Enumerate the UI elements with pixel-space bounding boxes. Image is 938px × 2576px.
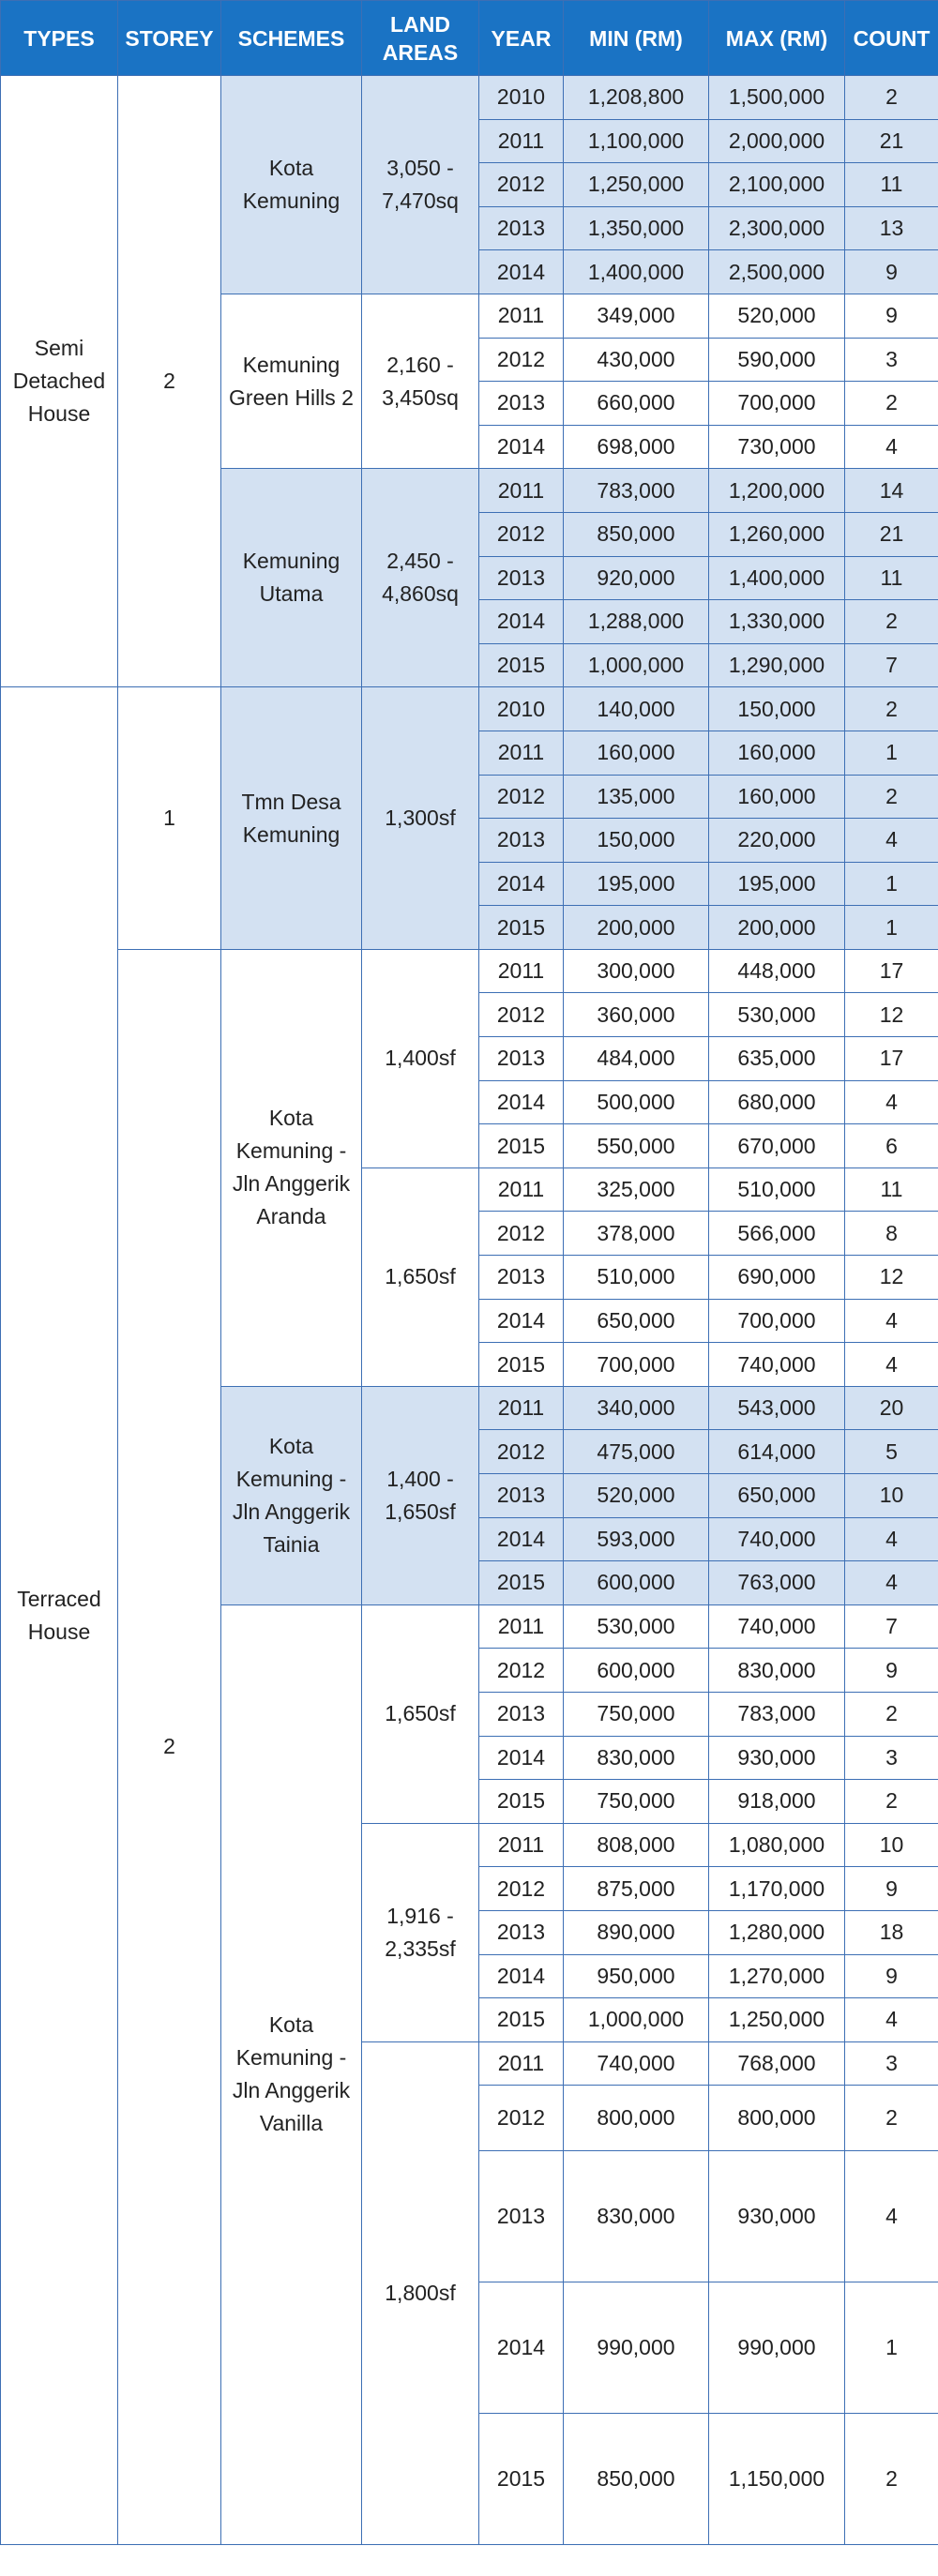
min-price-cell: 340,000 [564,1386,709,1430]
max-price-cell: 566,000 [709,1212,845,1256]
max-price-cell: 670,000 [709,1124,845,1168]
count-cell: 12 [845,993,938,1037]
min-price-cell: 475,000 [564,1430,709,1474]
count-cell: 3 [845,2041,938,2086]
count-cell: 14 [845,469,938,513]
min-price-cell: 520,000 [564,1474,709,1518]
year-cell: 2014 [479,1736,564,1780]
storey-cell: 2 [118,76,221,687]
count-cell: 3 [845,338,938,382]
year-cell: 2014 [479,1299,564,1343]
count-cell: 4 [845,1299,938,1343]
min-price-cell: 378,000 [564,1212,709,1256]
year-cell: 2011 [479,1823,564,1867]
max-price-cell: 1,150,000 [709,2413,845,2544]
min-price-cell: 195,000 [564,862,709,906]
count-cell: 6 [845,1124,938,1168]
max-price-cell: 2,000,000 [709,119,845,163]
min-price-cell: 660,000 [564,382,709,426]
year-cell: 2014 [479,1080,564,1124]
year-cell: 2011 [479,1167,564,1212]
min-price-cell: 700,000 [564,1343,709,1387]
year-cell: 2012 [479,338,564,382]
max-price-cell: 2,300,000 [709,206,845,250]
min-price-cell: 875,000 [564,1867,709,1911]
max-price-cell: 1,290,000 [709,643,845,687]
max-price-cell: 2,500,000 [709,250,845,294]
count-cell: 20 [845,1386,938,1430]
table-row [1,76,938,120]
land-area-cell: 2,160 - 3,450sq [362,294,479,468]
year-cell: 2015 [479,1124,564,1168]
max-price-cell: 650,000 [709,1474,845,1518]
count-cell: 13 [845,206,938,250]
count-cell: 4 [845,1517,938,1561]
min-price-cell: 698,000 [564,425,709,469]
count-cell: 2 [845,687,938,731]
count-cell: 9 [845,1954,938,1998]
year-cell: 2011 [479,2041,564,2086]
year-cell: 2015 [479,2413,564,2544]
count-cell: 4 [845,1561,938,1605]
max-price-cell: 1,500,000 [709,76,845,120]
year-cell: 2015 [479,906,564,950]
min-price-cell: 1,350,000 [564,206,709,250]
min-price-cell: 200,000 [564,906,709,950]
max-price-cell: 918,000 [709,1780,845,1824]
min-price-cell: 950,000 [564,1954,709,1998]
min-price-cell: 740,000 [564,2041,709,2086]
scheme-cell: Kota Kemuning - Jln Anggerik Aranda [221,949,362,1386]
storey-cell: 2 [118,949,221,2544]
max-price-cell: 1,260,000 [709,512,845,556]
header-row [1,1,938,76]
min-price-cell: 1,000,000 [564,643,709,687]
max-price-cell: 530,000 [709,993,845,1037]
max-price-cell: 1,080,000 [709,1823,845,1867]
year-cell: 2015 [479,1780,564,1824]
max-price-cell: 200,000 [709,906,845,950]
min-price-cell: 550,000 [564,1124,709,1168]
max-price-cell: 220,000 [709,819,845,863]
min-price-cell: 430,000 [564,338,709,382]
min-price-cell: 1,250,000 [564,163,709,207]
count-cell: 4 [845,1080,938,1124]
min-price-cell: 160,000 [564,731,709,775]
storey-cell: 1 [118,687,221,950]
min-price-cell: 510,000 [564,1256,709,1300]
max-price-cell: 700,000 [709,1299,845,1343]
year-cell: 2011 [479,731,564,775]
land-area-cell: 1,916 - 2,335sf [362,1823,479,2041]
year-cell: 2011 [479,949,564,993]
max-price-cell: 700,000 [709,382,845,426]
year-cell: 2012 [479,1867,564,1911]
max-price-cell: 763,000 [709,1561,845,1605]
land-area-cell: 1,800sf [362,2041,479,2544]
land-area-cell: 3,050 - 7,470sq [362,76,479,294]
count-cell: 2 [845,382,938,426]
table-row [1,949,938,993]
count-cell: 12 [845,1256,938,1300]
count-cell: 7 [845,1604,938,1649]
land-area-cell: 1,400 - 1,650sf [362,1386,479,1604]
type-cell: Semi Detached House [1,76,118,687]
max-price-cell: 680,000 [709,1080,845,1124]
year-cell: 2012 [479,1649,564,1693]
max-price-cell: 520,000 [709,294,845,338]
count-cell: 1 [845,731,938,775]
max-price-cell: 614,000 [709,1430,845,1474]
count-cell: 2 [845,600,938,644]
count-cell: 1 [845,862,938,906]
year-cell: 2011 [479,119,564,163]
max-price-cell: 2,100,000 [709,163,845,207]
max-price-cell: 1,200,000 [709,469,845,513]
min-price-cell: 1,208,800 [564,76,709,120]
scheme-cell: Kemuning Utama [221,469,362,687]
land-area-cell: 1,650sf [362,1604,479,1823]
year-cell: 2012 [479,993,564,1037]
table-body [1,76,938,2545]
max-price-cell: 800,000 [709,2086,845,2151]
min-price-cell: 920,000 [564,556,709,600]
max-price-cell: 830,000 [709,1649,845,1693]
min-price-cell: 600,000 [564,1649,709,1693]
year-cell: 2013 [479,1910,564,1954]
min-price-cell: 850,000 [564,2413,709,2544]
column-header-max: MAX (RM) [709,1,845,76]
year-cell: 2010 [479,76,564,120]
max-price-cell: 740,000 [709,1517,845,1561]
count-cell: 11 [845,556,938,600]
year-cell: 2013 [479,206,564,250]
year-cell: 2014 [479,1517,564,1561]
count-cell: 18 [845,1910,938,1954]
count-cell: 9 [845,1867,938,1911]
count-cell: 2 [845,1780,938,1824]
max-price-cell: 1,270,000 [709,1954,845,1998]
min-price-cell: 530,000 [564,1604,709,1649]
count-cell: 2 [845,76,938,120]
max-price-cell: 1,400,000 [709,556,845,600]
min-price-cell: 750,000 [564,1780,709,1824]
max-price-cell: 1,250,000 [709,1998,845,2042]
count-cell: 10 [845,1823,938,1867]
count-cell: 9 [845,1649,938,1693]
scheme-cell: Kota Kemuning - Jln Anggerik Vanilla [221,1604,362,2544]
count-cell: 17 [845,949,938,993]
column-header-storey: STOREY [118,1,221,76]
max-price-cell: 160,000 [709,731,845,775]
max-price-cell: 730,000 [709,425,845,469]
scheme-cell: Kota Kemuning - Jln Anggerik Tainia [221,1386,362,1604]
column-header-land-areas: LAND AREAS [362,1,479,76]
max-price-cell: 160,000 [709,775,845,819]
year-cell: 2015 [479,1561,564,1605]
min-price-cell: 349,000 [564,294,709,338]
max-price-cell: 990,000 [709,2282,845,2414]
scheme-cell: Kota Kemuning [221,76,362,294]
max-price-cell: 930,000 [709,2151,845,2282]
count-cell: 4 [845,1998,938,2042]
count-cell: 2 [845,1692,938,1736]
scheme-cell: Kemuning Green Hills 2 [221,294,362,468]
year-cell: 2013 [479,1692,564,1736]
min-price-cell: 990,000 [564,2282,709,2414]
max-price-cell: 543,000 [709,1386,845,1430]
land-area-cell: 2,450 - 4,860sq [362,469,479,687]
column-header-min: MIN (RM) [564,1,709,76]
min-price-cell: 1,288,000 [564,600,709,644]
type-cell: Terraced House [1,687,118,2544]
count-cell: 2 [845,775,938,819]
min-price-cell: 800,000 [564,2086,709,2151]
count-cell: 5 [845,1430,938,1474]
min-price-cell: 1,400,000 [564,250,709,294]
count-cell: 4 [845,2151,938,2282]
max-price-cell: 150,000 [709,687,845,731]
min-price-cell: 484,000 [564,1037,709,1081]
min-price-cell: 650,000 [564,1299,709,1343]
year-cell: 2013 [479,556,564,600]
year-cell: 2013 [479,2151,564,2282]
min-price-cell: 1,100,000 [564,119,709,163]
count-cell: 17 [845,1037,938,1081]
count-cell: 4 [845,1343,938,1387]
year-cell: 2010 [479,687,564,731]
max-price-cell: 510,000 [709,1167,845,1212]
min-price-cell: 593,000 [564,1517,709,1561]
count-cell: 2 [845,2086,938,2151]
count-cell: 1 [845,2282,938,2414]
max-price-cell: 195,000 [709,862,845,906]
land-area-cell: 1,400sf [362,949,479,1167]
year-cell: 2014 [479,425,564,469]
year-cell: 2013 [479,819,564,863]
count-cell: 7 [845,643,938,687]
scheme-cell: Tmn Desa Kemuning [221,687,362,950]
column-header-schemes: SCHEMES [221,1,362,76]
max-price-cell: 740,000 [709,1343,845,1387]
count-cell: 9 [845,294,938,338]
max-price-cell: 740,000 [709,1604,845,1649]
min-price-cell: 830,000 [564,2151,709,2282]
year-cell: 2012 [479,1212,564,1256]
count-cell: 11 [845,1167,938,1212]
count-cell: 4 [845,425,938,469]
year-cell: 2011 [479,294,564,338]
year-cell: 2012 [479,2086,564,2151]
count-cell: 10 [845,1474,938,1518]
year-cell: 2013 [479,382,564,426]
year-cell: 2015 [479,1998,564,2042]
year-cell: 2011 [479,469,564,513]
year-cell: 2012 [479,775,564,819]
min-price-cell: 150,000 [564,819,709,863]
min-price-cell: 1,000,000 [564,1998,709,2042]
count-cell: 21 [845,512,938,556]
min-price-cell: 808,000 [564,1823,709,1867]
count-cell: 21 [845,119,938,163]
count-cell: 3 [845,1736,938,1780]
min-price-cell: 135,000 [564,775,709,819]
count-cell: 4 [845,819,938,863]
year-cell: 2014 [479,862,564,906]
min-price-cell: 783,000 [564,469,709,513]
year-cell: 2013 [479,1474,564,1518]
min-price-cell: 325,000 [564,1167,709,1212]
year-cell: 2015 [479,643,564,687]
year-cell: 2012 [479,1430,564,1474]
year-cell: 2011 [479,1386,564,1430]
min-price-cell: 140,000 [564,687,709,731]
land-area-cell: 1,650sf [362,1167,479,1386]
min-price-cell: 750,000 [564,1692,709,1736]
year-cell: 2014 [479,1954,564,1998]
year-cell: 2013 [479,1037,564,1081]
min-price-cell: 600,000 [564,1561,709,1605]
year-cell: 2014 [479,600,564,644]
min-price-cell: 830,000 [564,1736,709,1780]
column-header-count: COUNT [845,1,938,76]
max-price-cell: 1,330,000 [709,600,845,644]
year-cell: 2015 [479,1343,564,1387]
max-price-cell: 590,000 [709,338,845,382]
max-price-cell: 635,000 [709,1037,845,1081]
count-cell: 8 [845,1212,938,1256]
table-row [1,687,938,731]
count-cell: 2 [845,2413,938,2544]
max-price-cell: 930,000 [709,1736,845,1780]
land-area-cell: 1,300sf [362,687,479,950]
max-price-cell: 1,170,000 [709,1867,845,1911]
max-price-cell: 448,000 [709,949,845,993]
min-price-cell: 850,000 [564,512,709,556]
year-cell: 2011 [479,1604,564,1649]
count-cell: 9 [845,250,938,294]
max-price-cell: 1,280,000 [709,1910,845,1954]
min-price-cell: 360,000 [564,993,709,1037]
min-price-cell: 500,000 [564,1080,709,1124]
year-cell: 2013 [479,1256,564,1300]
max-price-cell: 768,000 [709,2041,845,2086]
count-cell: 11 [845,163,938,207]
column-header-types: TYPES [1,1,118,76]
max-price-cell: 783,000 [709,1692,845,1736]
year-cell: 2012 [479,163,564,207]
max-price-cell: 690,000 [709,1256,845,1300]
year-cell: 2014 [479,2282,564,2414]
count-cell: 1 [845,906,938,950]
column-header-year: YEAR [479,1,564,76]
min-price-cell: 890,000 [564,1910,709,1954]
min-price-cell: 300,000 [564,949,709,993]
year-cell: 2012 [479,512,564,556]
year-cell: 2014 [479,250,564,294]
